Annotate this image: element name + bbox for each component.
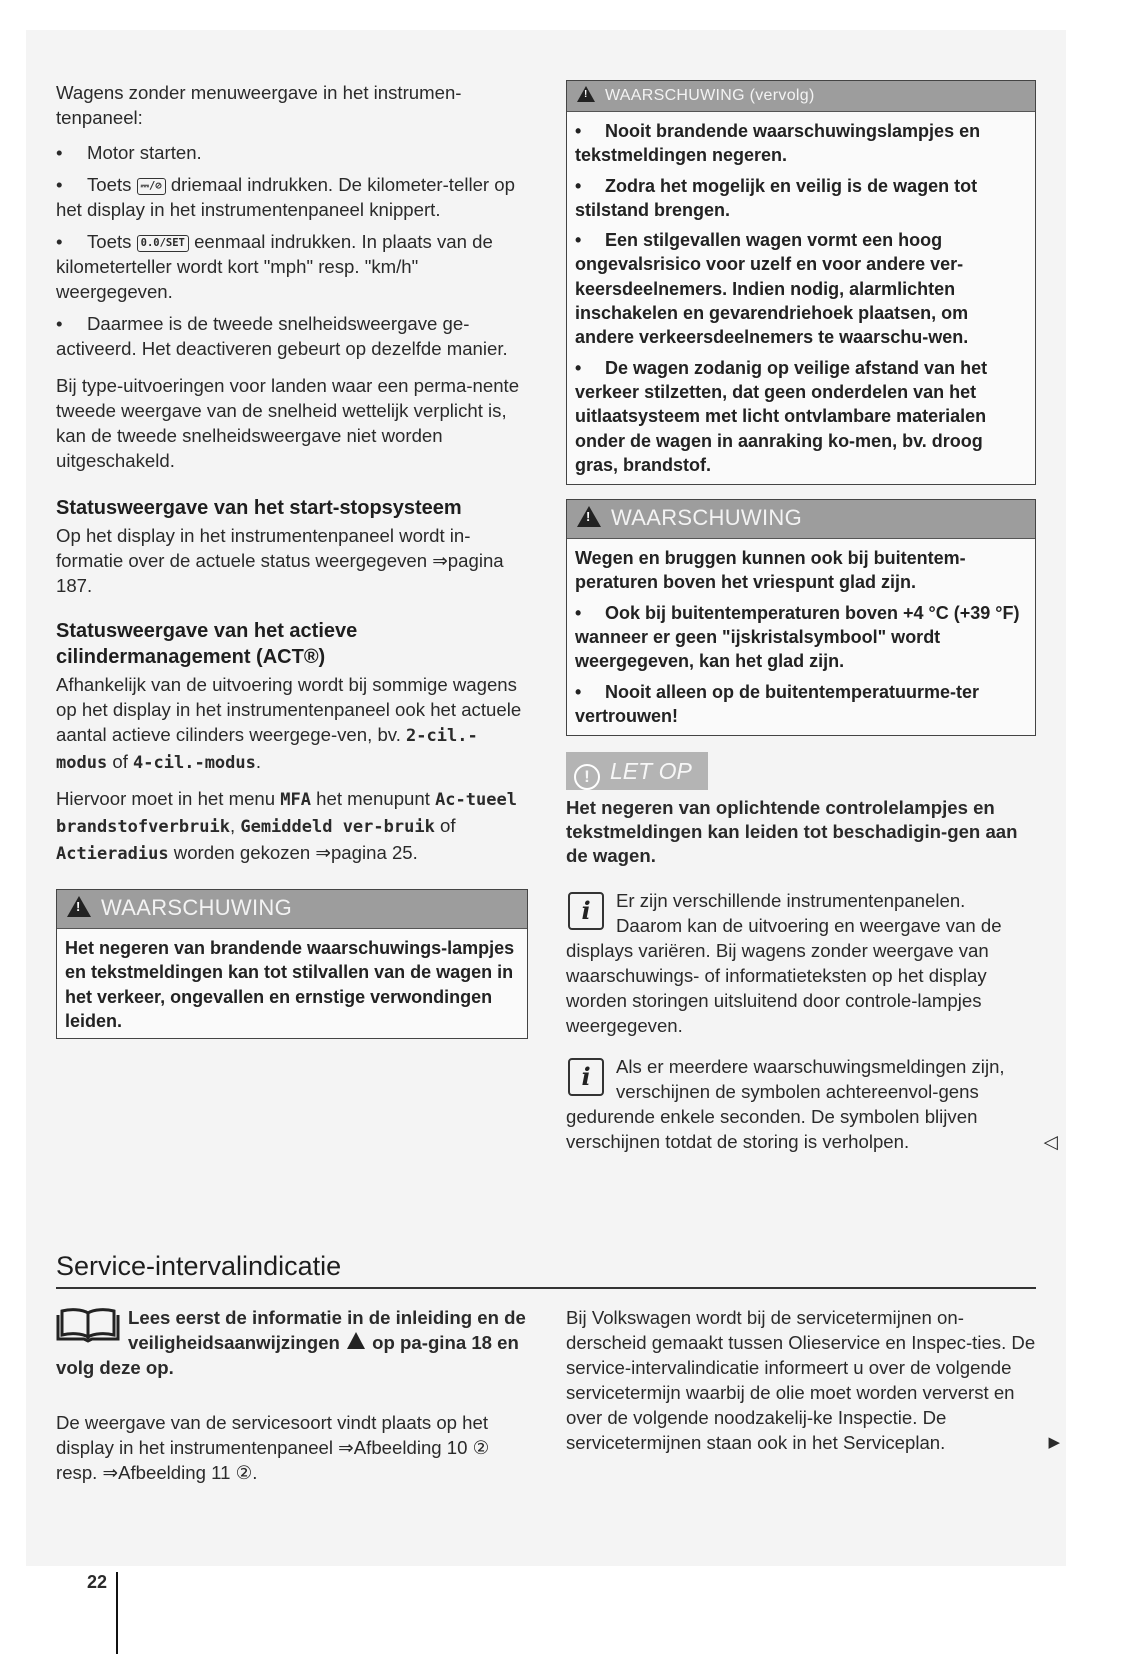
warning-item: • Zodra het mogelijk en veilig is de wagen tot stilstand brengen. (575, 175, 978, 220)
warning-item-text: De wagen zodanig op veilige afstand van het verkeer stilzetten, dat geen onderdelen van het uitlaatsysteem met licht ontvlambare materialen onder de wagen in aanraking ko-men, bv. droog gras, brandstof. (575, 357, 988, 475)
warning-body (567, 539, 1035, 735)
warning-box-right (566, 499, 1036, 736)
type-uitvoeringen-text: Bij type-uitvoeringen voor landen waar een perma-nente tweede weergave van de snelheid wettelijk verplicht is, kan de tweede snelheidsweergave niet worden uitgeschakeld. (56, 375, 520, 471)
heading-start-stop: Statusweergave van het start-stopsysteem (56, 497, 462, 519)
mode-4cil: 4-cil.-modus (133, 753, 256, 773)
warning-item-text: Een stilgevallen wagen vormt een hoog ongevalsrisico voor uzelf en voor andere ver-keersdeelnemers. Indien nodig, alarmlichten inschakelen en gevarendriehoek plaatsen, om andere verkeersdeelnemers te waarschu-wen. (575, 230, 969, 348)
warning-triangle-icon (67, 896, 91, 917)
let-op-body: Het negeren van oplichtende controlelampjes en tekstmeldingen kan leiden tot beschadigin-gen aan de wagen. (566, 797, 1018, 867)
bullet-toets-set: • Toets 0.0/SET eenmaal indrukken. In plaats van de kilometerteller wordt kort "mph" resp. "km/h" weergegeven. (56, 231, 493, 302)
act-text-part: of (112, 751, 128, 772)
let-op-title: LET OP (610, 758, 692, 785)
warning-item: • Nooit alleen op de buitentemperatuurme-ter vertrouwen! (575, 681, 980, 726)
right-column (566, 80, 1058, 1154)
info-note-1 (566, 888, 1036, 1038)
bullet-toets-trip: • Toets ⎓/⊘ driemaal indrukken. De kilometer-teller op het display in het instrumentenpaneel knippert. (56, 174, 515, 220)
read-first-text: op pa-gina 18 en volg deze op. (56, 1332, 519, 1378)
warning-item: • Een stilgevallen wagen vormt een hoog ongevalsrisico voor uzelf en voor andere ver-keersdeelnemers. Indien nodig, alarmlichten inschakelen en gevarendriehoek plaatsen, om andere verkeersdeelnemers te waarschu-wen. (575, 230, 969, 348)
warning-item: • De wagen zodanig op veilige afstand van het verkeer stilzetten, dat geen onderdelen van het uitlaatsysteem met licht ontvlambare materialen onder de wagen in aanraking ko-men, bv. droog gras, brandstof. (575, 357, 988, 475)
warning-body: Het negeren van brandende waarschuwings-lampjes en tekstmeldingen kan tot stilvallen van de wagen in het verkeer, ongevallen en ernstige verwondingen leiden. (65, 938, 515, 1031)
warning-header (57, 890, 527, 929)
menu-text-part: het menupunt (316, 788, 430, 809)
act-text-part: Afhankelijk van de uitvoering wordt bij sommige wagens op het display in het instrumentenpaneel ook het actuele aantal actieve cilinders weergege-ven, bv. (56, 674, 522, 745)
book-icon-svg (56, 1307, 120, 1343)
book-icon (56, 1307, 120, 1341)
section-title: Service-intervalindicatie (56, 1248, 1036, 1289)
menu-actueel: Ac-tueel brandstofverbruik (56, 790, 517, 837)
warning-continued-box (566, 80, 1036, 485)
info-icon: i (568, 892, 604, 930)
service-left-text: De weergave van de servicesoort vindt plaats op het display in het instrumentenpaneel ⇒Afbeelding 10 ② resp. ⇒Afbeelding 11 ②. (56, 1412, 490, 1483)
bullet-text: Toets (87, 174, 132, 195)
warning-triangle-icon (577, 506, 601, 527)
warning-item-text: Zodra het mogelijk en veilig is de wagen tot stilstand brengen. (575, 175, 978, 220)
end-of-section-icon: ◁ (1043, 1131, 1058, 1153)
warning-title: WAARSCHUWING (vervolg) (605, 87, 815, 104)
bullet-text: Motor starten. (87, 142, 202, 163)
set-key-icon: 0.0/SET (137, 235, 189, 252)
trip-key-icon: ⎓/⊘ (137, 178, 166, 195)
menu-mfa: MFA (280, 790, 311, 810)
info-text: Als er meerdere waarschuwingsmeldingen zijn, verschijnen de symbolen achtereenvol-gens gedurende enkele seconden. De symbolen blijven verschijnen totdat de storing is verholpen. (566, 1056, 1005, 1153)
warning-continued-header (567, 81, 1035, 112)
bullet-text: Daarmee is de tweede snelheidsweergave ge-activeerd. Het deactiveren gebeurt op dezelfde manier. (56, 313, 508, 359)
menu-gemiddeld: Gemiddeld ver-bruik (240, 817, 435, 837)
service-left-column (56, 1305, 528, 1495)
left-column (56, 80, 528, 1039)
intro-text: Wagens zonder menuweergave in het instrumen-tenpaneel: (56, 82, 462, 128)
warning-title: WAARSCHUWING (611, 505, 802, 531)
bullet-text: Toets (87, 231, 132, 252)
warning-header (567, 500, 1035, 539)
info-note-2 (566, 1054, 1058, 1154)
caution-circle-icon: ! (574, 764, 600, 790)
warning-item: • Nooit brandende waarschuwingslampjes en tekstmeldingen negeren. (575, 121, 981, 166)
read-first-text: Lees eerst de informatie in de inleiding en de veiligheidsaanwijzingen (128, 1307, 526, 1353)
menu-text-part: of (439, 815, 456, 836)
bullet-motor-starten: • Motor starten. (56, 142, 202, 163)
warning-item-text: Ook bij buitentemperaturen boven +4 °C (+39 °F) wanneer er geen "ijskristalsymbool" wordt weergegeven, kan het glad zijn. (575, 602, 1020, 672)
warning-triangle-icon (347, 1332, 365, 1349)
page-number: 22 (87, 1572, 108, 1592)
warning-item-text: Nooit brandende waarschuwingslampjes en tekstmeldingen negeren. (575, 121, 981, 166)
page-number-divider (116, 1572, 118, 1654)
service-right-body: Bij Volkswagen wordt bij de servicetermijnen on-derscheid gemaakt tussen Olieservice en Inspec-ties. De service-intervalindicatie informeert u over de volgende servicetermijn waarbij de olie moet worden ververst en over de volgende noodzakelij-ke Inspectie. De servicetermijnen staan ook in het Serviceplan. (566, 1307, 1036, 1453)
let-op-header (566, 752, 708, 790)
warning-item-text: Nooit alleen op de buitentemperatuurme-ter vertrouwen! (575, 681, 980, 726)
menu-actieradius: Actieradius (56, 844, 169, 864)
mode-2cil: 2-cil.-modus (56, 726, 478, 773)
menu-path-text: Hiervoor moet in het menu MFA het menupunt Ac-tueel brandstofverbruik, Gemiddeld ver-bruik of Actieradius worden gekozen ⇒pagina 25. (56, 788, 517, 864)
start-stop-text: Op het display in het instrumentenpaneel wordt in-formatie over de actuele status weergegeven ⇒pagina 187. (56, 525, 504, 596)
service-right-column (566, 1305, 1060, 1465)
bullet-text: eenmaal indrukken. In plaats van de kilometerteller wordt kort "mph" resp. "km/h" weergegeven. (56, 231, 493, 302)
warning-box-left (56, 889, 528, 1039)
continue-arrow-icon: ▶ (1048, 1434, 1060, 1451)
read-first-note (56, 1305, 528, 1380)
info-icon: i (568, 1058, 604, 1096)
menu-text-part: Hiervoor moet in het menu (56, 788, 276, 809)
warning-intro: Wegen en bruggen kunnen ook bij buitentem-peraturen boven het vriespunt glad zijn. (575, 548, 966, 593)
warning-triangle-icon (577, 86, 595, 102)
bullet-geactiveerd: • Daarmee is de tweede snelheidsweergave ge-activeerd. Het deactiveren gebeurt op dezelfde manier. (56, 313, 508, 359)
act-text: Afhankelijk van de uitvoering wordt bij sommige wagens op het display in het instrumentenpaneel ook het actuele aantal actieve cilinders weergege-ven, bv. 2-cil.-modus of 4-cil.-modus. (56, 674, 522, 773)
warning-continued-body (567, 112, 1035, 484)
warning-item: • Ook bij buitentemperaturen boven +4 °C (+39 °F) wanneer er geen "ijskristalsymbool" wordt weergegeven, kan het glad zijn. (575, 602, 1020, 672)
warning-title: WAARSCHUWING (101, 895, 292, 920)
heading-act: Statusweergave van het actieve cilindermanagement (ACT®) (56, 620, 358, 668)
menu-text-part: worden gekozen ⇒pagina 25. (173, 842, 418, 863)
service-right-text (566, 1305, 1060, 1455)
bullet-text: driemaal indrukken. De kilometer-teller op het display in het instrumentenpaneel knippert. (56, 174, 515, 220)
info-text: Er zijn verschillende instrumentenpanelen. Daarom kan de uitvoering en weergave van de displays variëren. Bij wagens zonder weergave van waarschuwings- of informatieteksten op het display worden storingen uitsluitend door controle-lampjes weergegeven. (566, 890, 1002, 1037)
